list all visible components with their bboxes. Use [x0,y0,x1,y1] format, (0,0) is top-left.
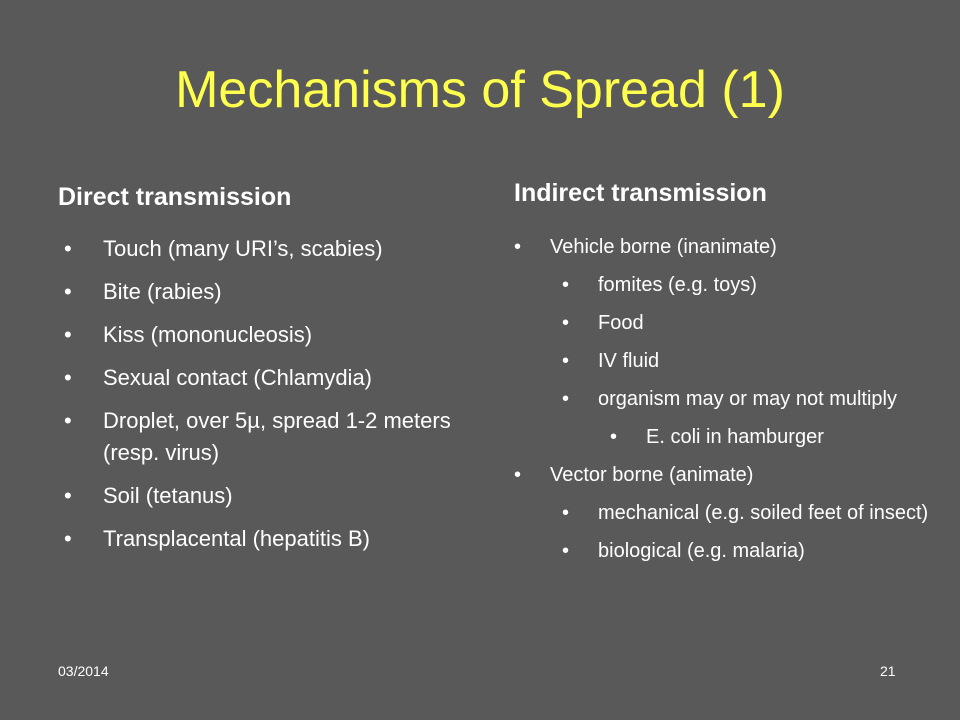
list-item [562,269,934,301]
list-item-text: Droplet, over 5µ, spread 1-2 meters (resp. virus) [103,408,451,465]
bullet-icon: • [562,502,570,524]
list-item [562,497,934,529]
indirect-transmission-heading: Indirect transmission [514,179,767,207]
list-item-text: biological (e.g. malaria) [598,540,805,562]
list-item [562,307,934,339]
list-item [514,459,934,491]
bullet-icon: • [64,279,72,304]
footer-date: 03/2014 [58,663,109,679]
bullet-icon: • [64,322,72,347]
list-item-text: fomites (e.g. toys) [598,274,757,296]
bullet-icon: • [514,236,522,258]
bullet-icon: • [64,483,72,508]
bullet-icon: • [562,312,570,334]
direct-transmission-list [64,233,484,555]
list-item [64,405,484,469]
bullet-icon: • [562,540,570,562]
bullet-icon: • [610,426,618,448]
list-item-text: Transplacental (hepatitis B) [103,526,370,551]
bullet-icon: • [64,236,72,261]
list-item-text: mechanical (e.g. soiled feet of insect) [598,502,929,524]
bullet-icon: • [562,274,570,296]
bullet-icon: • [64,365,72,390]
list-item [562,345,934,377]
slide-number: 21 [880,663,896,679]
list-item [64,233,484,265]
list-item [64,319,484,351]
bullet-icon: • [562,388,570,410]
list-item [64,480,484,512]
list-item-text: Touch (many URI’s, scabies) [103,236,383,261]
list-item-text: Soil (tetanus) [103,483,233,508]
bullet-icon: • [64,526,72,551]
list-item-text: IV fluid [598,350,660,372]
list-item-text: Sexual contact (Chlamydia) [103,365,373,390]
list-item-text: Bite (rabies) [103,279,222,304]
list-item [514,231,934,263]
list-item [64,523,484,555]
indirect-transmission-list [514,231,934,573]
bullet-icon: • [514,464,522,486]
slide-title: Mechanisms of Spread (1) [175,61,785,119]
bullet-icon: • [64,408,72,433]
list-item-text: organism may or may not multiply [598,388,897,410]
list-item-text: Kiss (mononucleosis) [103,322,313,347]
list-item-text: Vector borne (animate) [550,464,754,486]
list-item [64,276,484,308]
list-item [562,383,934,415]
list-item [64,362,484,394]
list-item [562,535,934,567]
list-item-text: E. coli in hamburger [646,426,824,448]
direct-transmission-heading: Direct transmission [58,183,292,211]
list-item-text: Food [598,312,644,334]
list-item [610,421,934,453]
list-item-text: Vehicle borne (inanimate) [550,236,777,258]
bullet-icon: • [562,350,570,372]
